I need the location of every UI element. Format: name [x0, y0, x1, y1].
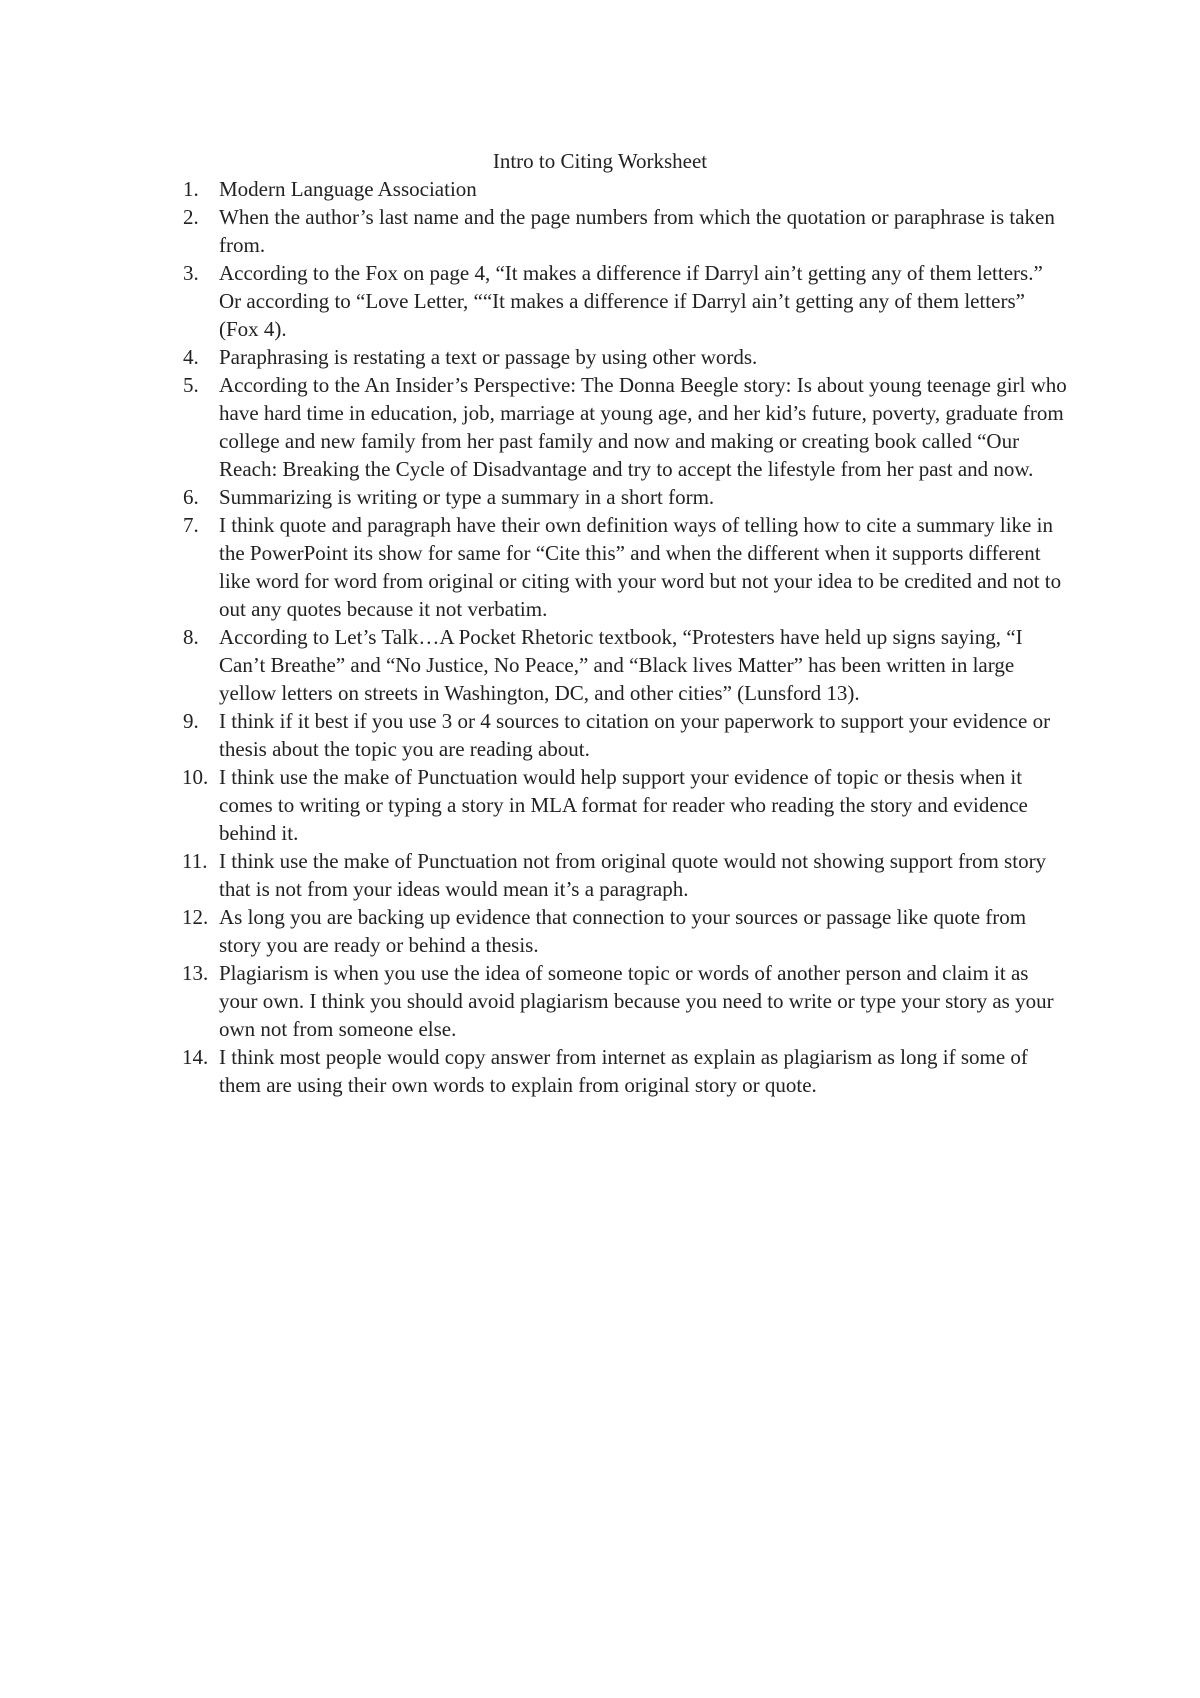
- item-number: 6.: [183, 485, 199, 509]
- item-number: 9.: [183, 709, 199, 733]
- item-text: I think quote and paragraph have their own definition ways of telling how to cite a summary like in the PowerPoint its show for same for “Cite this” and when the different when it supports different like word for word from original or citing with your word but not your idea to be credited and not to out any quotes because it not verbatim.: [219, 513, 1062, 621]
- item-number: 1.: [183, 177, 199, 201]
- item-text: I think use the make of Punctuation would help support your evidence of topic or thesis when it comes to writing or typing a story in MLA format for reader who reading the story and evidence behind it.: [219, 765, 1028, 845]
- item-text: Modern Language Association: [219, 177, 477, 201]
- list-item: [162, 343, 1067, 371]
- item-number: 2.: [183, 205, 199, 229]
- list-item: [162, 1043, 1067, 1099]
- list-item: [162, 903, 1067, 959]
- item-number: 14.: [182, 1045, 209, 1069]
- item-text: I think use the make of Punctuation not from original quote would not showing support from story that is not from your ideas would mean it’s a paragraph.: [219, 849, 1047, 901]
- list-item: [162, 847, 1067, 903]
- item-number: 11.: [182, 849, 208, 873]
- item-text: When the author’s last name and the page numbers from which the quotation or paraphrase is taken from.: [219, 205, 1055, 257]
- item-number: 13.: [182, 961, 209, 985]
- answer-list: [162, 175, 1067, 1099]
- item-text: Plagiarism is when you use the idea of someone topic or words of another person and claim it as your own. I think you should avoid plagiarism because you need to write or type your story as your own not from someone else.: [219, 961, 1054, 1041]
- item-number: 12.: [182, 905, 209, 929]
- item-number: 5.: [183, 373, 199, 397]
- list-item: [162, 763, 1067, 847]
- item-text: According to the Fox on page 4, “It makes a difference if Darryl ain’t getting any of them letters.” Or according to “Love Letter, ““It makes a difference if Darryl ain’t getting any of them letters” (Fox 4).: [219, 261, 1043, 341]
- item-number: 10.: [182, 765, 209, 789]
- item-number: 4.: [183, 345, 199, 369]
- list-item: [162, 959, 1067, 1043]
- list-item: [162, 203, 1067, 259]
- item-text: According to Let’s Talk…A Pocket Rhetoric textbook, “Protesters have held up signs saying, “I Can’t Breathe” and “No Justice, No Peace,” and “Black lives Matter” has been written in large yellow letters on streets in Washington, DC, and other cities” (Lunsford 13).: [219, 625, 1023, 705]
- item-number: 3.: [183, 261, 199, 285]
- list-item: [162, 371, 1067, 483]
- item-text: I think if it best if you use 3 or 4 sources to citation on your paperwork to support your evidence or thesis about the topic you are reading about.: [219, 709, 1051, 761]
- item-text: Paraphrasing is restating a text or passage by using other words.: [219, 345, 758, 369]
- item-number: 7.: [183, 513, 199, 537]
- list-item: [162, 259, 1067, 343]
- item-text: Summarizing is writing or type a summary in a short form.: [219, 485, 715, 509]
- list-item: [162, 707, 1067, 763]
- item-number: 8.: [183, 625, 199, 649]
- list-item: [162, 175, 1067, 203]
- item-text: I think most people would copy answer from internet as explain as plagiarism as long if some of them are using their own words to explain from original story or quote.: [219, 1045, 1028, 1097]
- list-item: [162, 511, 1067, 623]
- list-item: [162, 483, 1067, 511]
- list-item: [162, 623, 1067, 707]
- item-text: According to the An Insider’s Perspective: The Donna Beegle story: Is about young teenage girl who have hard time in education, job, marriage at young age, and her kid’s future, poverty, graduate from college and new family from her past family and now and making or creating book called “Our Reach: Breaking the Cycle of Disadvantage and try to accept the lifestyle from her past and now.: [219, 373, 1067, 481]
- item-text: As long you are backing up evidence that connection to your sources or passage like quote from story you are ready or behind a thesis.: [219, 905, 1027, 957]
- worksheet-title: Intro to Citing Worksheet: [492, 149, 708, 173]
